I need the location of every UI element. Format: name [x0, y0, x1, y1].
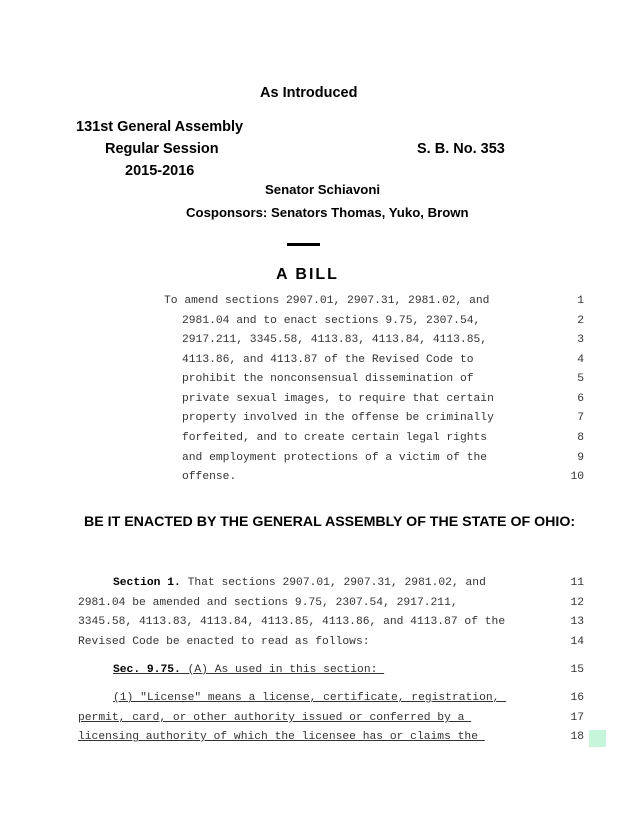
line-number: 1: [577, 295, 584, 307]
enacting-clause: BE IT ENACTED BY THE GENERAL ASSEMBLY OF THE STATE OF OHIO:: [84, 514, 576, 530]
bill-number: S. B. No. 353: [417, 141, 505, 157]
section-1-line: Revised Code be enacted to read as follows:: [78, 636, 370, 648]
line-number: 8: [577, 432, 584, 444]
title-line: forfeited, and to create certain legal rights: [182, 432, 488, 444]
title-line: 2917.211, 3345.58, 4113.83, 4113.84, 4113.85,: [182, 334, 488, 346]
highlight-marker: [589, 730, 606, 747]
bill-heading: A BILL: [276, 266, 339, 283]
title-line: offense.: [182, 471, 237, 483]
session-years: 2015-2016: [125, 163, 195, 179]
line-number: 9: [577, 452, 584, 464]
line-number: 7: [577, 412, 584, 424]
line-number: 5: [577, 373, 584, 385]
section-1-line: Section 1. That sections 2907.01, 2907.31, 2981.02, and: [113, 577, 486, 589]
line-number: 13: [570, 616, 584, 628]
definition-line: permit, card, or other authority issued or conferred by a: [78, 712, 472, 724]
title-line: property involved in the offense be criminally: [182, 412, 494, 424]
title-line: To amend sections 2907.01, 2907.31, 2981.02, and: [164, 295, 490, 307]
title-line: private sexual images, to require that certain: [182, 393, 494, 405]
line-number: 12: [570, 597, 584, 609]
line-number: 18: [570, 731, 584, 743]
line-number: 16: [570, 692, 584, 704]
title-line: 4113.86, and 4113.87 of the Revised Code to: [182, 354, 474, 366]
line-number: 11: [570, 577, 584, 589]
title-line: 2981.04 and to enact sections 9.75, 2307.54,: [182, 315, 481, 327]
definition-line: licensing authority of which the licensee has or claims the: [78, 731, 485, 743]
line-number: 10: [570, 471, 584, 483]
line-number: 2: [577, 315, 584, 327]
divider-rule: [287, 243, 320, 246]
line-number: 3: [577, 334, 584, 346]
session: Regular Session: [105, 141, 219, 157]
section-1-line: 3345.58, 4113.83, 4113.84, 4113.85, 4113.86, and 4113.87 of the: [78, 616, 506, 628]
bill-status: As Introduced: [260, 85, 358, 101]
line-number: 4: [577, 354, 584, 366]
title-line: and employment protections of a victim of the: [182, 452, 488, 464]
cosponsors: Cosponsors: Senators Thomas, Yuko, Brown: [186, 205, 469, 220]
general-assembly: 131st General Assembly: [76, 119, 244, 135]
definition-line: (1) "License" means a license, certificate, registration,: [113, 692, 507, 704]
line-number: 6: [577, 393, 584, 405]
line-number: 15: [570, 664, 584, 676]
section-1-line: 2981.04 be amended and sections 9.75, 2307.54, 2917.211,: [78, 597, 458, 609]
sec-9-75-label: Sec. 9.75.: [113, 664, 181, 676]
line-number: 17: [570, 712, 584, 724]
line-number: 14: [570, 636, 584, 648]
title-line: prohibit the nonconsensual dissemination of: [182, 373, 474, 385]
sec-9-75-line: Sec. 9.75. (A) As used in this section:: [113, 664, 385, 676]
section-1-label: Section 1.: [113, 577, 181, 589]
sponsor: Senator Schiavoni: [265, 182, 381, 197]
